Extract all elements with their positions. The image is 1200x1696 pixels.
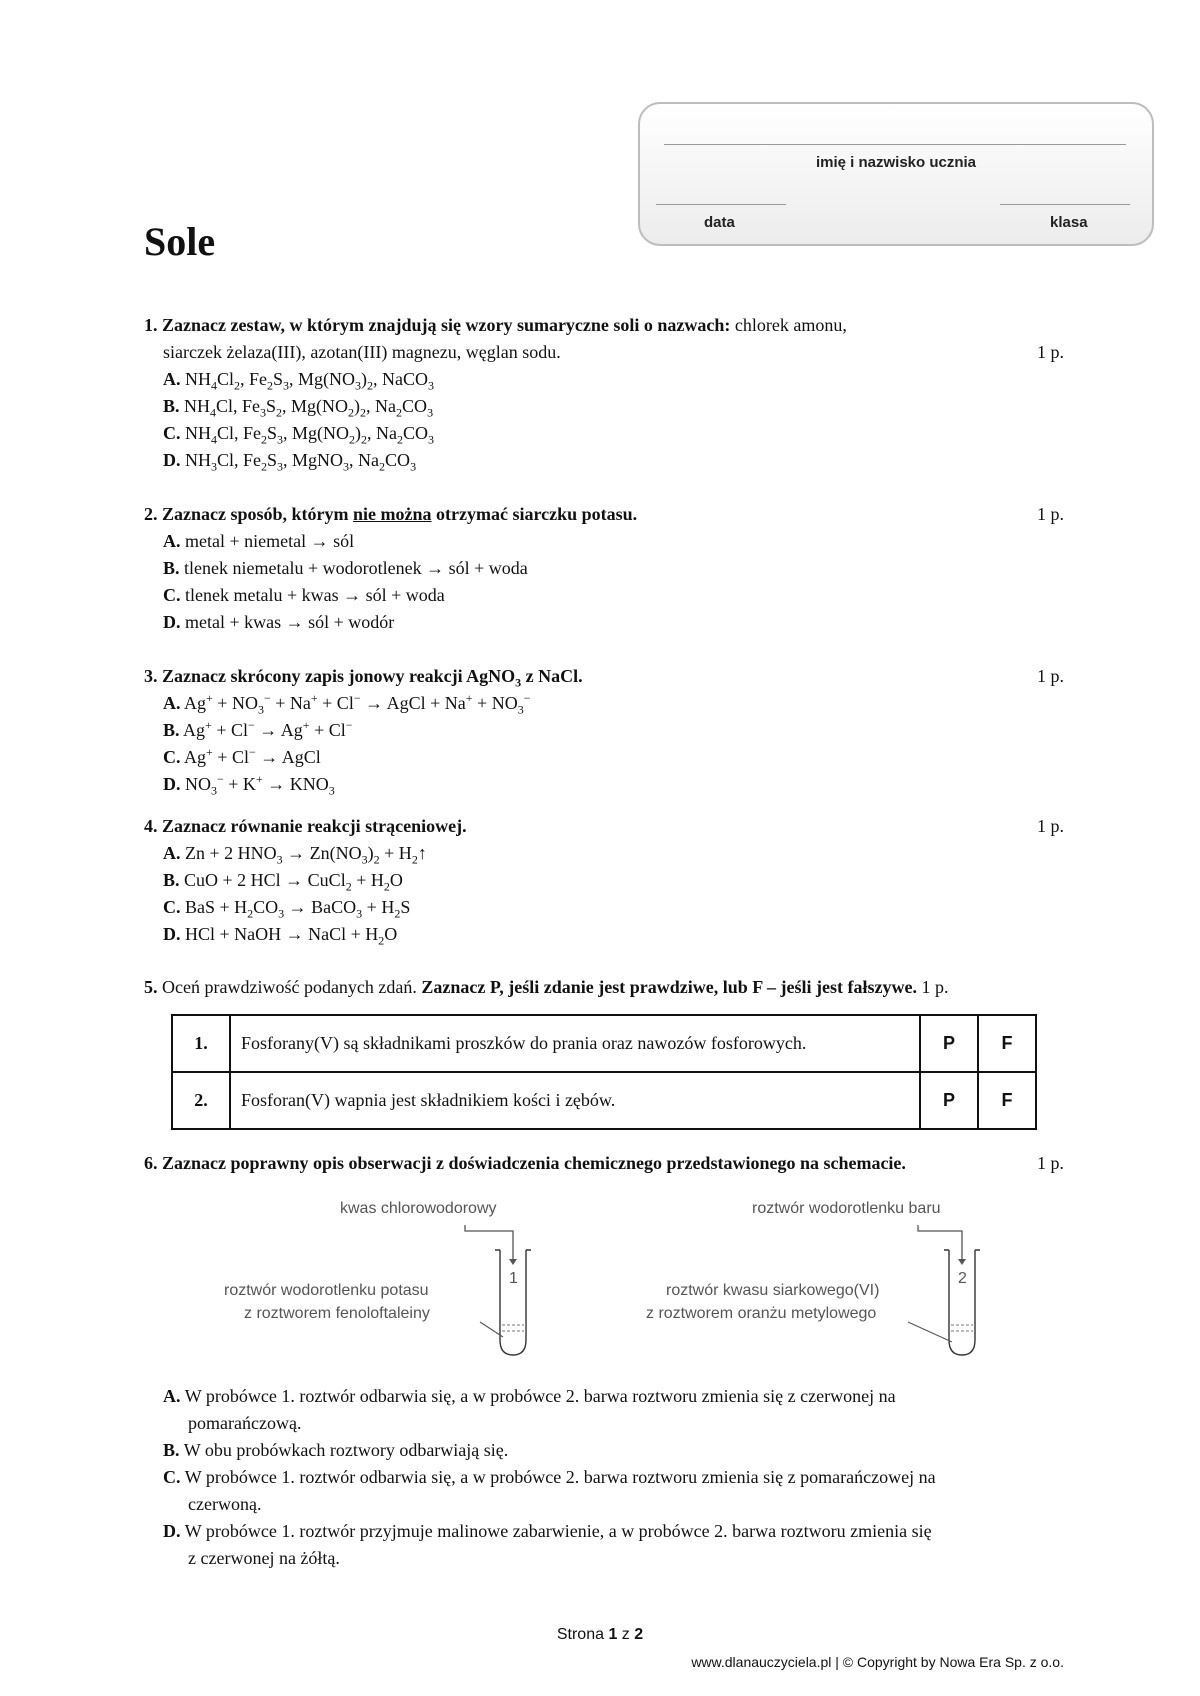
true-option[interactable]: P xyxy=(920,1015,978,1072)
q1-points: 1 p. xyxy=(1037,342,1064,362)
name-label: imię i nazwisko ucznia xyxy=(815,154,977,171)
q3-option-a[interactable]: A. $Ag^+ + NO_3^- + Na^+ + Cl^-$ → AgCl + $Na^+ + NO_3^-$ xyxy=(163,691,531,717)
q2-stem-a: Zaznacz sposób, którym xyxy=(162,504,349,524)
student-info-box xyxy=(638,102,1154,246)
date-line xyxy=(656,204,786,205)
q5-points: 1 p. xyxy=(921,977,949,997)
page-number: Strona 1 z 2 xyxy=(556,1626,644,1643)
right-reagent-label: roztwór wodorotlenku baru xyxy=(752,1200,941,1217)
q4-num: 4. xyxy=(144,816,158,836)
table-row xyxy=(172,1015,1036,1072)
question-2 xyxy=(144,501,1064,636)
false-option[interactable]: F xyxy=(978,1015,1036,1072)
q3-num: 3. xyxy=(144,666,158,686)
q5-intro: Oceń prawdziwość podanych zdań. xyxy=(162,977,417,997)
true-option[interactable]: P xyxy=(920,1072,978,1129)
q6-option-d-cont: z czerwonej na żółtą. xyxy=(188,1548,340,1568)
question-4 xyxy=(144,813,1064,948)
q2-points: 1 p. xyxy=(1037,504,1064,524)
q6-option-b[interactable]: B. W obu probówkach roztwory odbarwiają się. xyxy=(163,1440,509,1460)
q1-option-a[interactable]: A. $NH_4Cl_2$, $Fe_2S_3$, $Mg(NO_3)_2$, NaCO$_3$ xyxy=(163,369,435,393)
q2-option-a[interactable]: A. metal + niemetal → sól xyxy=(163,531,355,551)
q6-num: 6. xyxy=(144,1153,158,1173)
q1-option-d[interactable]: D. $NH_3Cl$, $Fe_2S_3$, MgNO$_3$, $Na_2CO_3$ xyxy=(163,450,417,474)
q2-option-c[interactable]: C. tlenek metalu + kwas → sól + woda xyxy=(163,585,445,605)
q4-option-a[interactable]: A. Zn + 2 $HNO_3 \to Zn(NO_3)_2$ + $H_2↑$ xyxy=(163,843,427,867)
question-3 xyxy=(144,663,1064,798)
q3-option-d[interactable]: D. $NO_3^- + K^+ \to KNO_3$ xyxy=(163,772,335,798)
test-tubes-drawing xyxy=(440,1225,1000,1365)
copyright: www.dlanauczyciela.pl | © Copyright by Nowa Era Sp. z o.o. xyxy=(691,1654,1064,1670)
row-number: 1. xyxy=(172,1015,230,1072)
class-line xyxy=(1000,204,1130,205)
q4-option-b[interactable]: B. CuO + 2 HCl → CuCl$_2$ + $H_2O$ xyxy=(163,870,403,894)
q5-num: 5. xyxy=(144,977,158,997)
q3-points: 1 p. xyxy=(1037,666,1064,686)
left-solution-label-2: z roztworem fenoloftaleiny xyxy=(244,1305,430,1322)
q3-option-c[interactable]: C. Ag+ + Cl− → AgCl xyxy=(163,745,321,767)
page-title: Sole xyxy=(144,219,216,264)
statement-text: Fosforan(V) wapnia jest składnikiem kości i zębów. xyxy=(230,1072,920,1129)
class-label: klasa xyxy=(1050,214,1088,231)
right-solution-label-1: roztwór kwasu siarkowego(VI) xyxy=(666,1282,880,1299)
left-solution-label-1: roztwór wodorotlenku potasu xyxy=(224,1282,429,1299)
q2-option-d[interactable]: D. metal + kwas → sól + wodór xyxy=(163,612,395,632)
q6-points: 1 p. xyxy=(1037,1153,1064,1173)
tube-2-number: 2 xyxy=(958,1270,967,1287)
question-5 xyxy=(144,974,1084,1001)
q6-option-a-cont: pomarańczową. xyxy=(188,1413,302,1433)
q2-num: 2. xyxy=(144,504,158,524)
statement-text: Fosforany(V) są składnikami proszków do prania oraz nawozów fosforowych. xyxy=(230,1015,920,1072)
q4-option-d[interactable]: D. HCl + NaOH → NaCl + $H_2O$ xyxy=(163,924,398,948)
q3-stem: Zaznacz skrócony zapis jonowy reakcji AgNO$_3$ z NaCl. xyxy=(162,666,583,690)
true-false-table xyxy=(171,1014,1037,1130)
question-6 xyxy=(144,1150,1064,1177)
q1-stem: Zaznacz zestaw, w którym znajdują się wzory sumaryczne soli o nazwach: xyxy=(162,315,731,335)
q6-option-d[interactable]: D. W probówce 1. roztwór przyjmuje malinowe zabarwienie, a w probówce 2. barwa roztworu zmienia się xyxy=(163,1521,932,1541)
name-line xyxy=(664,144,1126,145)
q1-stem-rest: chlorek amonu, xyxy=(734,315,847,335)
table-row xyxy=(172,1072,1036,1129)
date-label: data xyxy=(704,214,735,231)
tube-1-number: 1 xyxy=(509,1270,518,1287)
q2-option-b[interactable]: B. tlenek niemetalu + wodorotlenek → sól + woda xyxy=(163,558,528,578)
q6-option-c[interactable]: C. W probówce 1. roztwór odbarwia się, a w probówce 2. barwa roztworu zmienia się z pomarańczowej na xyxy=(163,1467,936,1487)
q6-option-a[interactable]: A. W probówce 1. roztwór odbarwia się, a w probówce 2. barwa roztworu zmienia się z czerwonej na xyxy=(163,1386,896,1406)
row-number: 2. xyxy=(172,1072,230,1129)
q6-stem: Zaznacz poprawny opis obserwacji z doświadczenia chemicznego przedstawionego na schemacie. xyxy=(162,1153,906,1173)
q4-option-c[interactable]: C. BaS + $H_2CO_3$ → BaCO$_3$ + $H_2S$ xyxy=(163,897,411,921)
q1-option-b[interactable]: B. $NH_4Cl$, $Fe_3S_2$, $Mg(NO_2)_2$, $Na_2CO_3$ xyxy=(163,396,434,420)
q4-points: 1 p. xyxy=(1037,816,1064,836)
left-reagent-label: kwas chlorowodorowy xyxy=(340,1200,497,1217)
q1-option-c[interactable]: C. $NH_4Cl$, $Fe_2S_3$, $Mg(NO_2)_2$, $Na_2CO_3$ xyxy=(163,423,435,447)
q3-option-b[interactable]: B. Ag+ + Cl− → Ag+ + Cl− xyxy=(163,718,353,740)
q1-num: 1. xyxy=(144,315,158,335)
false-option[interactable]: F xyxy=(978,1072,1036,1129)
q5-stem: Zaznacz P, jeśli zdanie jest prawdziwe, lub F – jeśli jest fałszywe. xyxy=(421,977,917,997)
q2-stem-underline: nie można xyxy=(353,504,432,524)
right-solution-label-2: z roztworem oranżu metylowego xyxy=(646,1305,877,1322)
q6-option-c-cont: czerwoną. xyxy=(188,1494,262,1514)
q4-stem: Zaznacz równanie reakcji strąceniowej. xyxy=(162,816,467,836)
q6-options xyxy=(144,1383,1064,1572)
q1-line2: siarczek żelaza(III), azotan(III) magnezu, węglan sodu. xyxy=(163,342,561,362)
q2-stem-b: otrzymać siarczku potasu. xyxy=(436,504,638,524)
question-1 xyxy=(144,312,1064,474)
